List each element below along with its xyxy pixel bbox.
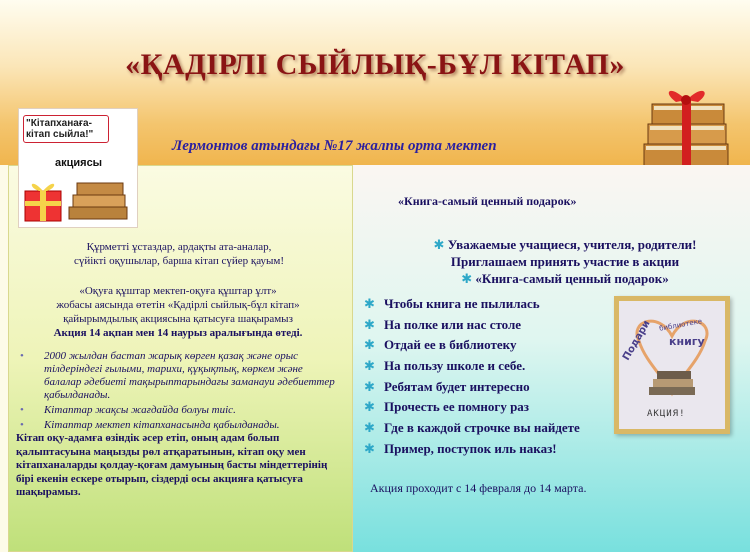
bullet-icon: ✱ bbox=[364, 296, 375, 311]
intro-line bbox=[400, 270, 730, 287]
list-item bbox=[362, 377, 622, 398]
list-item-text: Пример, поступок иль наказ! bbox=[384, 440, 557, 456]
bullet-icon: ✱ bbox=[364, 440, 375, 456]
list-item-text: Чтобы книга не пылилась bbox=[384, 296, 540, 311]
closing-text: Кітап оқу-адамға өзіндік әсер етіп, оның адам болып қалыптасуына маңызды рөл атқаратынын, кітап оқу мен кітапханаларды қолдау-қоғам дамуының басты міндеттерінің бірі екенін ескере отырып, сіздерді осы акцияға қатысуға шақырамыз. bbox=[16, 432, 328, 498]
list-item bbox=[362, 356, 622, 377]
list-item bbox=[16, 419, 338, 432]
list-item-text: Ребятам будет интересно bbox=[384, 378, 530, 394]
list-item bbox=[362, 315, 622, 336]
gift-and-books-icon bbox=[23, 173, 133, 223]
campaign-photo bbox=[619, 301, 725, 429]
bullet-icon: ✱ bbox=[364, 378, 375, 394]
invite-line: қайырымдылық акциясына қатысуға шақырамыз bbox=[63, 313, 293, 325]
list-item bbox=[362, 418, 622, 439]
poem-list bbox=[362, 294, 622, 460]
photo-caption-4: АКЦИЯ! bbox=[647, 409, 686, 419]
bullet-icon: ✱ bbox=[433, 237, 448, 252]
campaign-photo-frame bbox=[614, 296, 730, 434]
intro-line: Приглашаем принять участие в акции bbox=[450, 254, 680, 269]
bullet-icon: ✱ bbox=[364, 337, 375, 353]
list-item-text: Прочесть ее помногу раз bbox=[384, 399, 530, 415]
bullet-icon: • bbox=[20, 350, 24, 362]
list-item-text: На полке или нас столе bbox=[384, 316, 522, 332]
greeting-line: Құрметті ұстаздар, ардақты ата-аналар, bbox=[86, 241, 272, 253]
bullet-icon: ✱ bbox=[364, 358, 375, 374]
list-item bbox=[362, 397, 622, 418]
campaign-dates: Акция проходит с 14 февраля до 14 марта. bbox=[370, 481, 587, 495]
intro-line-text: Уважаемые учащиеся, учителя, родители! bbox=[447, 237, 697, 252]
invite-text bbox=[14, 284, 342, 340]
invite-line: Акция 14 ақпан мен 14 наурыз аралығында өтеді. bbox=[53, 327, 303, 339]
list-item bbox=[362, 439, 622, 460]
photo-caption-2: библиотеке bbox=[658, 317, 703, 333]
bullet-icon: • bbox=[20, 404, 24, 416]
right-heading: «Книга-самый ценный подарок» bbox=[398, 194, 577, 208]
bullet-icon: ✱ bbox=[364, 399, 375, 415]
campaign-badge bbox=[18, 108, 138, 228]
bullet-icon: ✱ bbox=[364, 316, 375, 332]
poster-title: «ҚАДІРЛІ СЫЙЛЫҚ-БҰЛ КІТАП» bbox=[125, 48, 625, 81]
invite-line: «Оқуға құштар мектеп-оқуға құштар ұлт» bbox=[79, 285, 277, 297]
invite-line: жобасы аясында өтетін «Қадірлі сыйлық-бұл кітап» bbox=[56, 299, 300, 311]
photo-caption-1: Подари bbox=[621, 318, 653, 363]
school-name: Лермонтов атындағы №17 жалпы орта мектеп bbox=[172, 138, 497, 154]
intro-line-text: «Книга-самый ценный подарок» bbox=[475, 271, 669, 286]
list-item bbox=[362, 294, 622, 315]
requirements-list bbox=[16, 350, 338, 434]
bullet-icon: • bbox=[20, 419, 24, 431]
right-intro bbox=[400, 236, 730, 287]
badge-subtitle: акциясы bbox=[55, 157, 103, 169]
list-item-text: Кітаптар мектеп кітапханасында қабылданады. bbox=[44, 419, 280, 431]
list-item-text: Отдай ее в библиотеку bbox=[384, 337, 517, 353]
list-item-text: Кітаптар жақсы жағдайда болуы тиіс. bbox=[44, 404, 236, 416]
gift-books-icon bbox=[640, 82, 732, 172]
list-item bbox=[16, 404, 338, 417]
intro-line bbox=[400, 236, 730, 253]
list-item-text: Где в каждой строчке вы найдете bbox=[384, 420, 580, 436]
bullet-icon: ✱ bbox=[364, 420, 375, 436]
greeting-text bbox=[20, 240, 338, 268]
list-item bbox=[16, 350, 338, 402]
list-item-text: На пользу школе и себе. bbox=[384, 358, 526, 374]
badge-title: "Кітапханаға-кітап сыйла!" bbox=[23, 115, 109, 143]
bullet-icon: ✱ bbox=[461, 271, 476, 286]
list-item bbox=[362, 335, 622, 356]
list-item-text: 2000 жылдан бастап жарық көрген қазақ және орыс тілдеріндегі ғылыми, тарихи, құқықтық, көркем және балалар әдебиеті тақырыптарындағы заманауи әдебиеттер қабылданады. bbox=[44, 350, 335, 401]
greeting-line: сүйікті оқушылар, барша кітап сүйер қауым! bbox=[73, 255, 285, 267]
photo-caption-3: книгу bbox=[669, 335, 705, 348]
